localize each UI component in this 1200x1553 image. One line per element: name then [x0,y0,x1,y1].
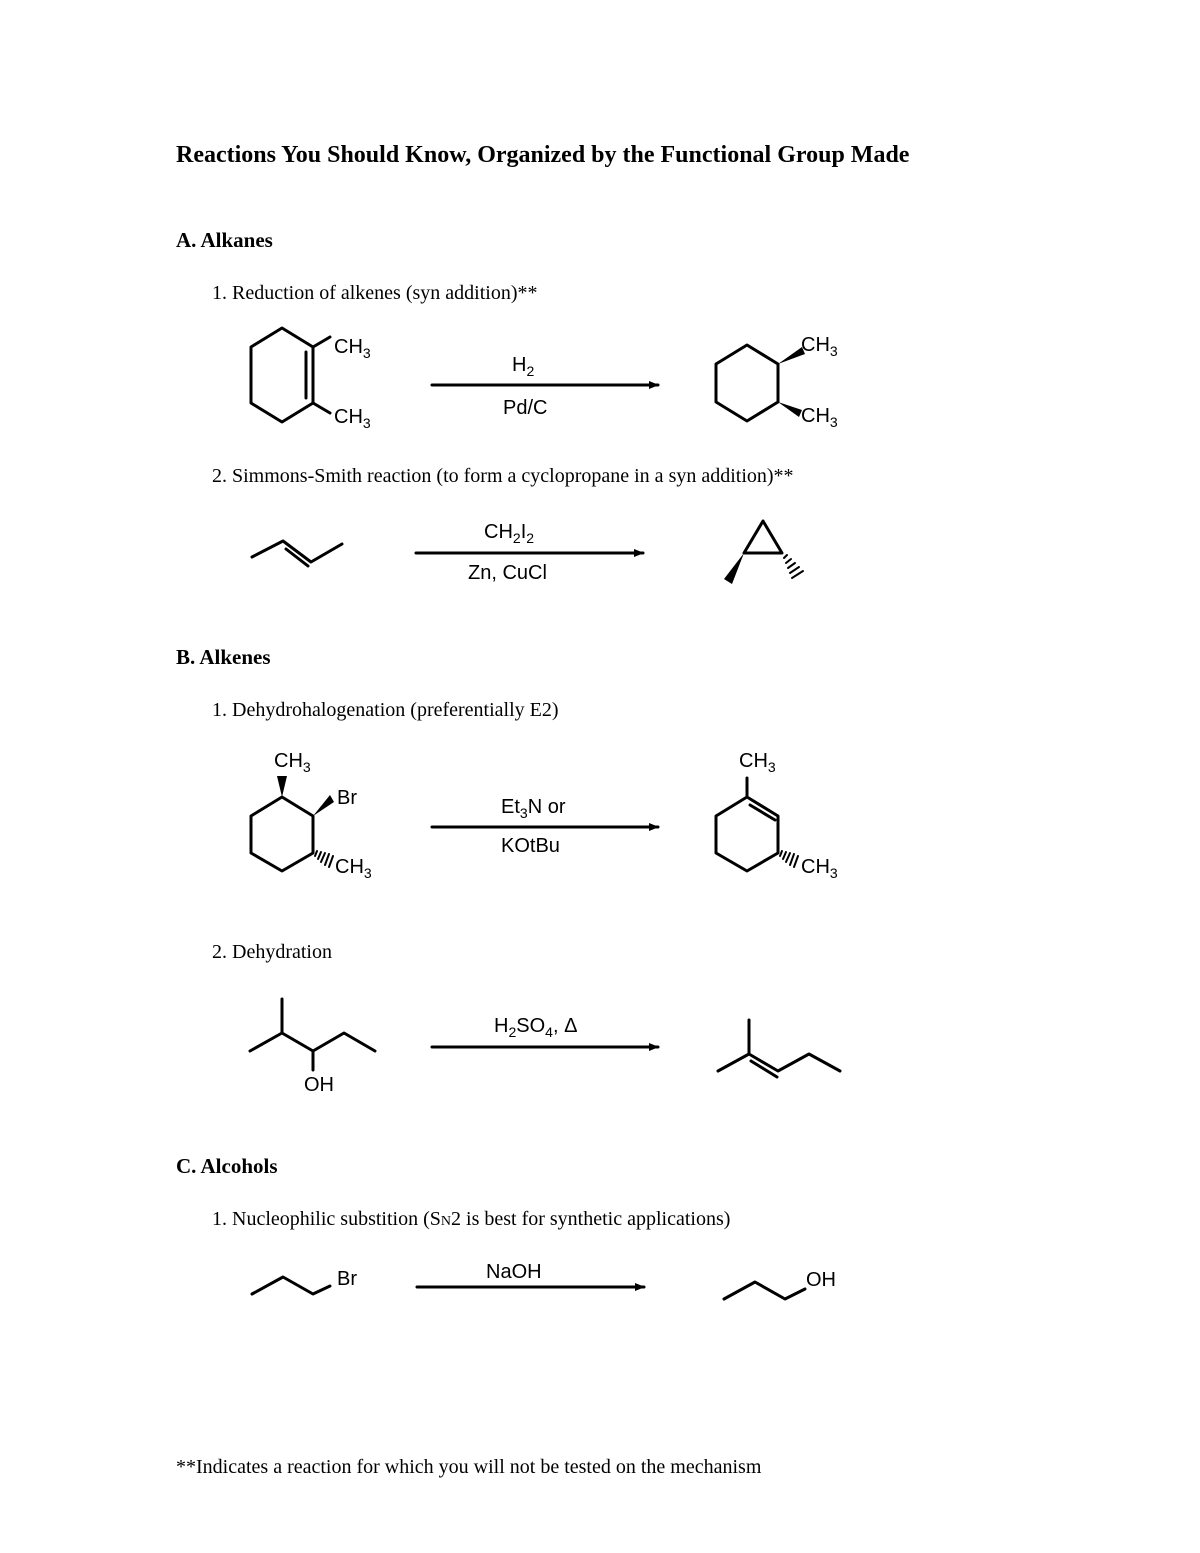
reagent-top: $Et_3N$ or [501,796,566,821]
bromodimethylcyclohexane-structure [251,776,334,871]
atom-label-br: Br [337,787,357,809]
atom-label-oh: OH [304,1074,334,1096]
reagent-top: $H_2$ [512,354,535,379]
section-heading-alcohols: C. Alcohols [176,1154,278,1178]
dimethylcyclohexene-product-structure [716,778,798,871]
cyclopropane-structure [724,521,803,584]
atom-label-oh: OH [806,1269,836,1291]
butene-structure [252,541,342,566]
atom-label-ch3: $CH_3$ [274,750,311,775]
reagent-top: $H_2SO_4$, Δ [494,1015,578,1040]
reagent-top: NaOH [486,1261,542,1283]
atom-label-ch3: $CH_3$ [801,334,838,359]
bromopropane-structure [252,1277,330,1294]
atom-label-ch3: $CH_3$ [334,336,371,361]
atom-label-ch3: $CH_3$ [801,856,838,881]
footnote: **Indicates a reaction for which you will not be tested on the mechanism [176,1456,762,1478]
atom-label-ch3: $CH_3$ [335,856,372,881]
reagent-top: $CH_2I_2$ [484,521,535,546]
methylpentene-structure [718,1020,840,1077]
reaction-label-simmons-smith: 2. Simmons-Smith reaction (to form a cyclopropane in a syn addition)** [212,465,794,487]
dimethylcyclohexane-structure [716,345,805,421]
section-heading-alkanes: A. Alkanes [176,228,273,252]
reaction-label-dehydrohalogenation: 1. Dehydrohalogenation (preferentially E2) [212,699,559,721]
reaction-label-reduction-of-alkenes: 1. Reduction of alkenes (syn addition)** [212,282,538,304]
reagent-bottom: KOtBu [501,835,560,857]
propanol-structure [724,1282,805,1299]
dimethylcyclohexene-structure [251,328,330,422]
reaction-label-nucleophilic-substitution: 1. Nucleophilic substition (SN2 is best for synthetic applications) [212,1208,731,1230]
page-title: Reactions You Should Know, Organized by the Functional Group Made [176,142,910,168]
atom-label-ch3: $CH_3$ [334,406,371,431]
reaction-label-dehydration: 2. Dehydration [212,941,332,963]
reagent-bottom: Pd/C [503,397,548,419]
atom-label-br: Br [337,1268,357,1290]
reagent-bottom: Zn, CuCl [468,562,547,584]
atom-label-ch3: $CH_3$ [801,405,838,430]
atom-label-ch3: $CH_3$ [739,750,776,775]
methylpentanol-structure [250,999,375,1070]
section-heading-alkenes: B. Alkenes [176,645,271,669]
